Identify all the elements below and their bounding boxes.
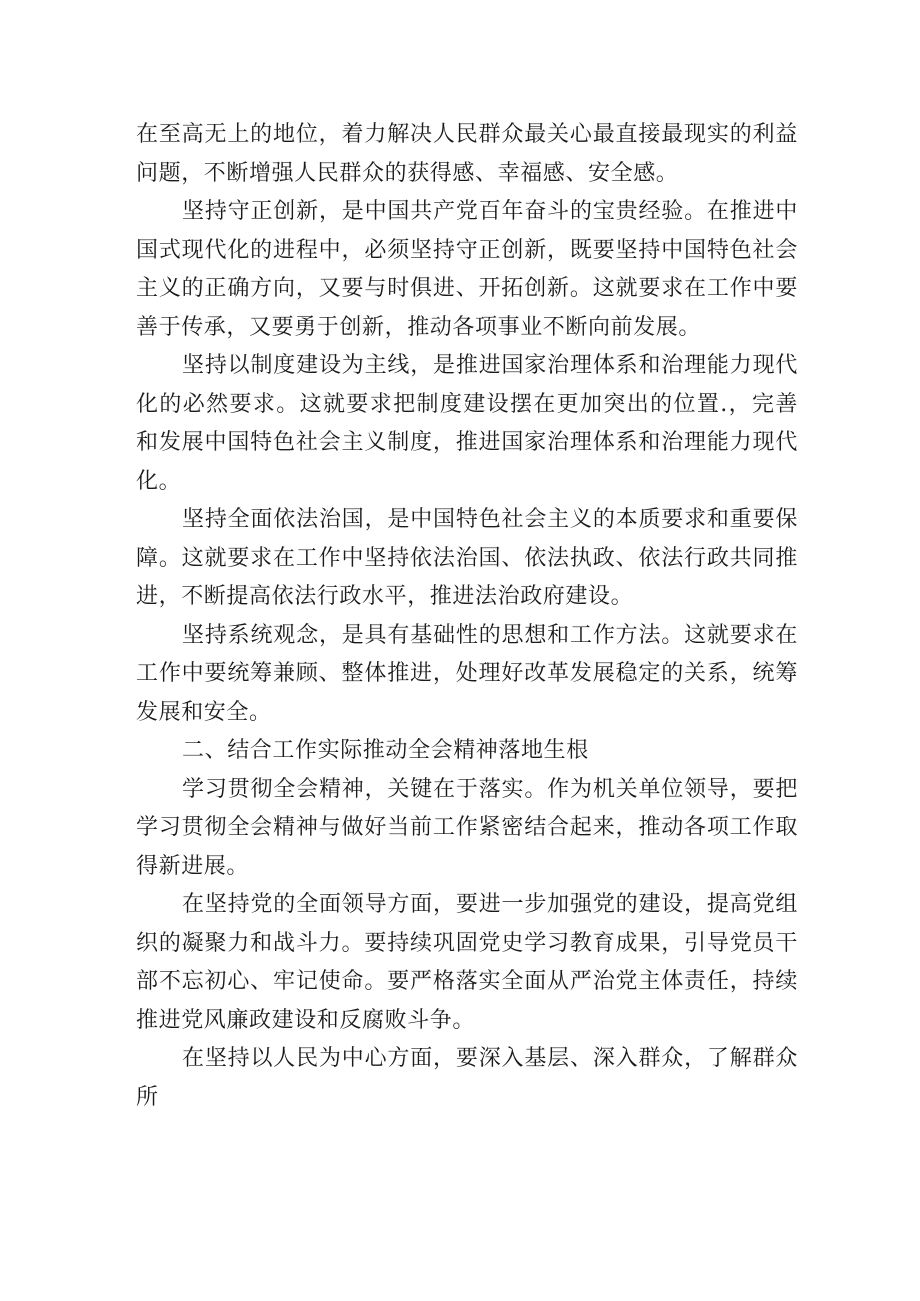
paragraph: 坚持守正创新，是中国共产党百年奋斗的宝贵经验。在推进中国式现代化的进程中，必须坚持守正创新，既要坚持中国特色社会主义的正确方向，又要与时俱进、开拓创新。这就要求在工作中要善于传承，又要勇于创新，推动各项事业不断向前发展。 — [136, 199, 798, 340]
document-body — [136, 116, 798, 1117]
paragraph: 坚持系统观念，是具有基础性的思想和工作方法。这就要求在工作中要统筹兼顾、整体推进，处理好改革发展稳定的关系，统筹发展和安全。 — [136, 622, 798, 725]
paragraph: 在至高无上的地位，着力解决人民群众最关心最直接最现实的利益问题，不断增强人民群众的获得感、幸福感、安全感。 — [136, 122, 798, 186]
section-heading: 二、结合工作实际推动全会精神落地生根 — [182, 738, 589, 763]
paragraph: 坚持以制度建设为主线，是推进国家治理体系和治理能力现代化的必然要求。这就要求把制度建设摆在更加突出的位置.，完善和发展中国特色社会主义制度，推进国家治理体系和治理能力现代化。 — [136, 353, 798, 494]
paragraph: 在坚持以人民为中心方面，要深入基层、深入群众，了解群众所 — [136, 1046, 798, 1110]
paragraph: 坚持全面依法治国，是中国特色社会主义的本质要求和重要保障。这就要求在工作中坚持依法治国、依法执政、依法行政共同推进，不断提高依法行政水平，推进法治政府建设。 — [136, 507, 798, 609]
paragraph: 在坚持党的全面领导方面，要进一步加强党的建设，提高党组织的凝聚力和战斗力。要持续巩固党史学习教育成果，引导党员干部不忘初心、牢记使命。要严格落实全面从严治党主体责任，持续推进党风廉政建设和反腐败斗争。 — [136, 892, 798, 1033]
paragraph: 学习贯彻全会精神，关键在于落实。作为机关单位领导，要把学习贯彻全会精神与做好当前工作紧密结合起来，推动各项工作取得新进展。 — [136, 776, 798, 879]
